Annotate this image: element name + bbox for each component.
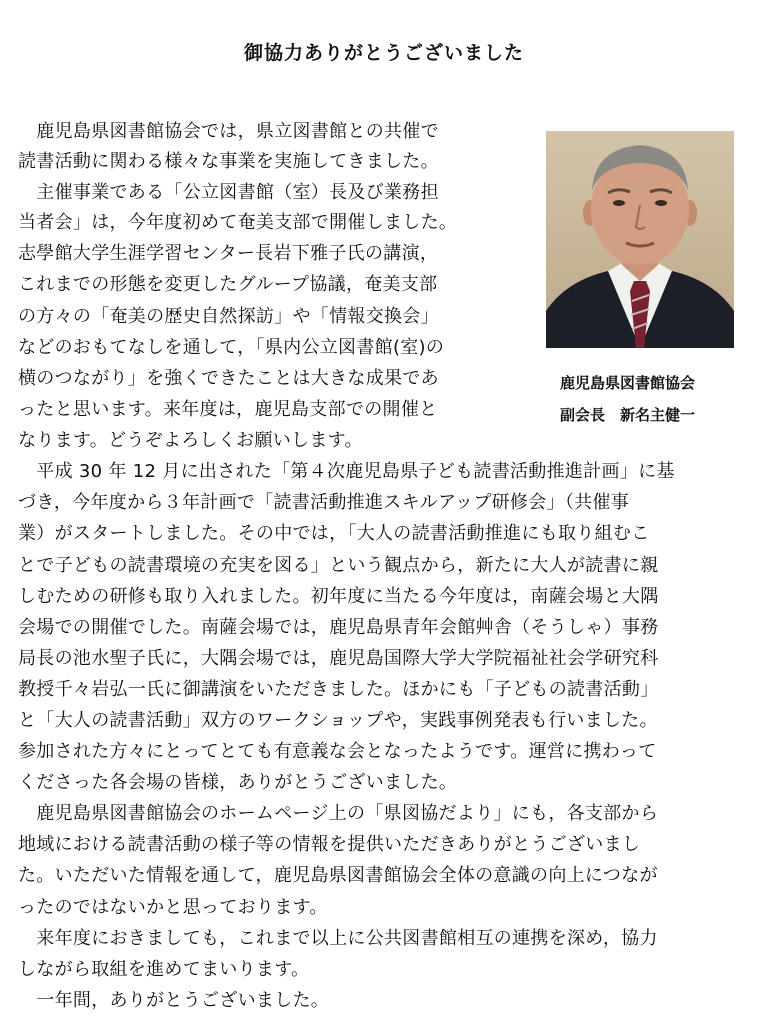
body-line: 読書活動に関わる様々な事業を実施してきました。 [18, 151, 439, 172]
body-line: これまでの形態を変更したグループ協議，奄美支部 [18, 274, 438, 295]
body-line: ったのではないかと思っております。 [18, 897, 328, 918]
body-line: 主催事業である「公立図書館（室）長及び業務担 [18, 182, 439, 203]
body-line: 当者会」は，今年度初めて奄美支部で開催しました。 [18, 212, 458, 233]
body-line: 横のつながり」を強くできたことは大きな成果であ [18, 368, 439, 389]
body-line: 局長の池水聖子氏に，大隅会場では，鹿児島国際大学大学院福祉社会学研究科 [18, 648, 659, 669]
portrait-illustration [546, 131, 734, 348]
body-line: づき，今年度から３年計画で「読書活動推進スキルアップ研修会」（共催事 [18, 492, 630, 513]
portrait-photo [546, 131, 734, 348]
body-line: ったと思います。来年度は，鹿児島支部での開催と [18, 399, 438, 420]
body-line: なります。どうぞよろしくお願いします。 [18, 430, 363, 451]
body-line: 地域における読書活動の様子等の情報を提供いただきありがとうございまし [18, 834, 641, 855]
photo-caption-organization: 鹿児島県図書館協会 [560, 374, 696, 392]
body-line: 業）がスタートしました。その中では，「大人の読書活動推進にも取り組むこ [18, 523, 650, 544]
body-line: などのおもてなしを通して，「県内公立図書館(室)の [18, 337, 445, 358]
body-line: た。いただいた情報を通して，鹿児島県図書館協会全体の意識の向上につなが [18, 865, 658, 886]
body-line: と「大人の読書活動」双方のワークショップや，実践事例発表も行いました。 [18, 710, 658, 731]
photo-caption-name: 副会長 新名主健一 [560, 406, 696, 424]
body-line: とで子どもの読書環境の充実を図る」という観点から，新たに大人が読書に親 [18, 555, 659, 576]
page-title: 御協力ありがとうございました [243, 42, 524, 64]
body-line: 鹿児島県図書館協会のホームページ上の「県図協だより」にも，各支部から [18, 803, 659, 824]
body-line: 一年間，ありがとうございました。 [18, 990, 330, 1011]
body-line: 来年度におきましても，これまで以上に公共図書館相互の連携を深め，協力 [18, 928, 658, 949]
body-line: 教授千々岩弘一氏に御講演をいただきました。ほかにも「子どもの読書活動」 [18, 679, 659, 700]
body-line: くださった各会場の皆様，ありがとうございました。 [18, 772, 458, 793]
body-line: 鹿児島県図書館協会では，県立図書館との共催で [18, 121, 439, 142]
body-line: しむための研修も取り入れました。初年度に当たる今年度は，南薩会場と大隅 [18, 586, 659, 607]
body-line: の方々の「奄美の歴史自然探訪」や「情報交換会」 [18, 306, 439, 327]
body-line: 平成 30 年 12 月に出された「第４次鹿児島県子ども読書活動推進計画」に基 [18, 461, 675, 482]
body-line: 会場での開催でした。南薩会場では，鹿児島県青年会館艸舎（そうしゃ）事務 [18, 617, 659, 638]
body-line: 志學館大学生涯学習センター長岩下雅子氏の講演， [18, 243, 439, 264]
body-line: しながら取組を進めてまいります。 [18, 959, 310, 980]
body-line: 参加された方々にとってとても有意義な会となったようです。運営に携わって [18, 741, 657, 762]
